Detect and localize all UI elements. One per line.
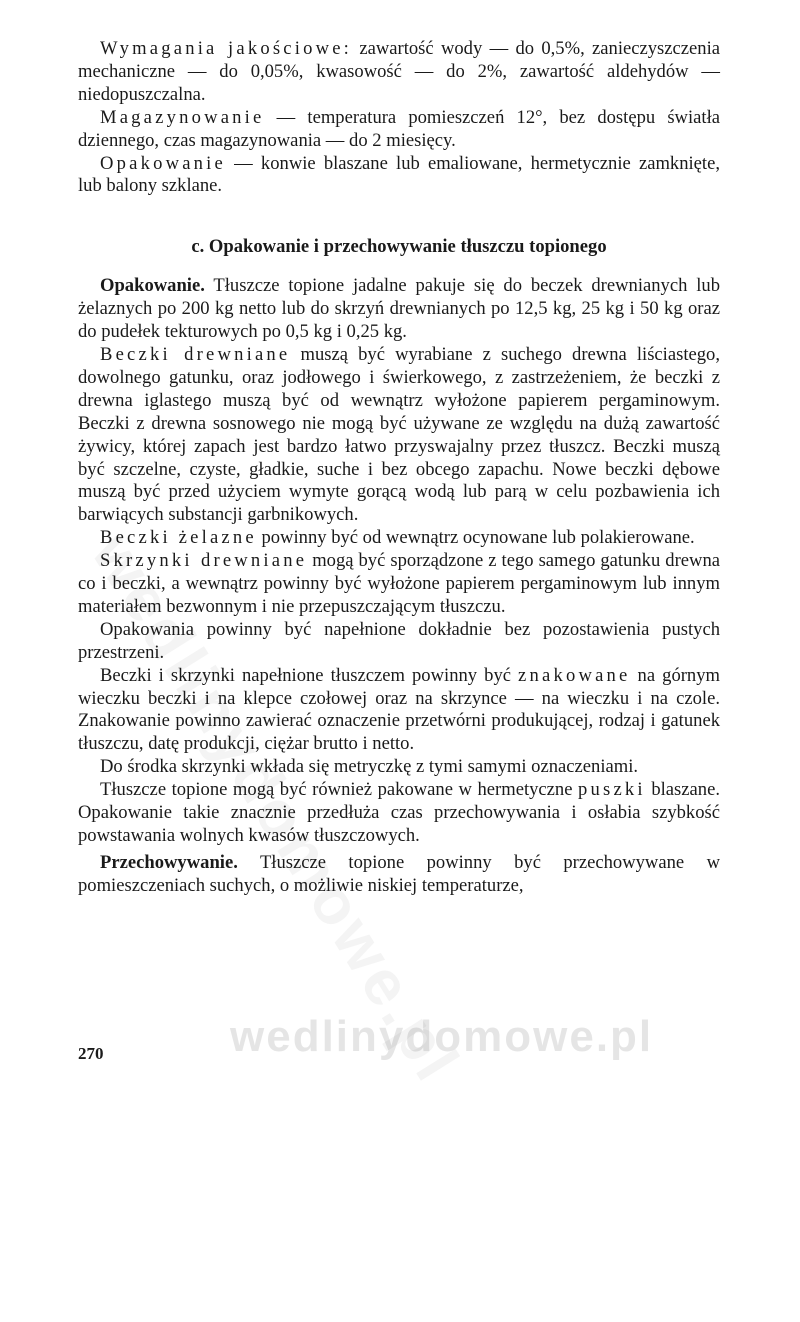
cans-paragraph [78,779,720,848]
wooden-boxes-label: Skrzynki drewniane [100,550,308,572]
wooden-boxes-text: mogą być sporządzone z tego samego gatunku drewna co i beczki, a wewnątrz powinny być wyłożone papierem pergaminowym lub innym materiałem bezwonnym i nie przepuszczającym tłuszczu. [78,550,721,617]
body-packaging-label: Opakowanie. [100,275,205,297]
iron-barrels-label: Beczki żelazne [100,527,257,549]
storage-text: — temperatura pomieszczeń 12°, bez dostępu światła dziennego, czas magazynowania — do 2 miesięcy. [78,106,720,151]
quality-requirements-label: Wymagania jakościowe: [100,38,353,59]
wooden-barrels-label: Beczki drewniane [100,343,291,365]
page-content [78,38,720,898]
packaging-text: — konwie blaszane lub emaliowane, hermetycznie zamknięte, lub balony szklane. [78,152,720,197]
storage-paragraph [78,107,720,153]
iron-barrels-text: powinny być od wewnątrz ocynowane lub polakierowane. [256,527,695,549]
quality-requirements-paragraph [78,38,720,107]
storage-body-text: Tłuszcze topione powinny być przechowywane w pomieszczeniach suchych, o możliwie niskiej temperaturze, [78,851,720,896]
label-card-paragraph: Do środka skrzynki wkłada się metryczkę z tymi samymi oznaczeniami. [100,756,639,778]
marking-paragraph [78,665,720,757]
cans-post: blaszane. Opakowanie takie znacznie przedłuża czas przechowywania i osłabia szybkość powstawania wolnych kwasów tłuszczowych. [78,779,720,846]
section-heading: c. Opakowanie i przechowywanie tłuszczu topionego [191,236,607,258]
storage-label: Magazynowanie [100,106,265,128]
cans-label: puszki [578,779,646,801]
wooden-boxes-paragraph [78,550,720,619]
packaging-label: Opakowanie [100,152,226,174]
iron-barrels-paragraph [78,527,720,550]
body-packaging-paragraph [78,275,720,344]
watermark-footer: wedlinydomowe.pl [230,1012,654,1061]
marking-pre: Beczki i skrzynki napełnione tłuszczem powinny być [100,664,519,686]
storage-body-paragraph [78,852,720,898]
filling-paragraph: Opakowania powinny być napełnione dokładnie bez pozostawienia pustych przestrzeni. [78,618,720,663]
marking-label: znakowane [518,664,631,686]
body-packaging-text: Tłuszcze topione jadalne pakuje się do beczek drewnianych lub żelaznych po 200 kg netto lub do skrzyń drewnianych po 12,5 kg, 25 kg i 50 kg oraz do pudełek tekturowych po 0,5 kg i 0,25 kg. [78,275,720,343]
packaging-paragraph [78,153,720,199]
wooden-barrels-paragraph [78,344,720,527]
storage-body-label: Przechowywanie. [100,851,238,873]
quality-requirements-text: zawartość wody — do 0,5%, zanieczyszczenia mechaniczne — do 0,05%, kwasowość — do 2%, zawartość aldehydów — niedopuszczalna. [78,38,721,105]
page-number: 270 [78,1044,104,1063]
cans-pre: Tłuszcze topione mogą być również pakowane w hermetyczne [100,779,579,801]
marking-post: na górnym wieczku beczki i na klepce czołowej oraz na skrzynce — na wieczku i na czole. Znakowanie powinno zawierać oznaczenie przetwórni produkującej, rodzaj i gatunek tłuszczu, datę produkcji, ciężar brutto i netto. [78,664,720,755]
wooden-barrels-text: muszą być wyrabiane z suchego drewna liściastego, dowolnego gatunku, oraz jodłowego i świerkowego, z zastrzeżeniem, że beczki z drewna iglastego muszą być od wewnątrz wyłożone papierem pergaminowym. Beczki z drewna sosnowego nie mogą być używane ze względu na dużą zawartość żywicy, której zapach jest bardzo łatwo przyswajalny przez tłuszcz. Beczki muszą być szczelne, czyste, gładkie, suche i bez obcego zapachu. Nowe beczki dębowe muszą być przed użyciem wymyte gorącą wodą lub parą w celu pozbawienia ich barwiących substancji garbnikowych. [78,343,721,526]
